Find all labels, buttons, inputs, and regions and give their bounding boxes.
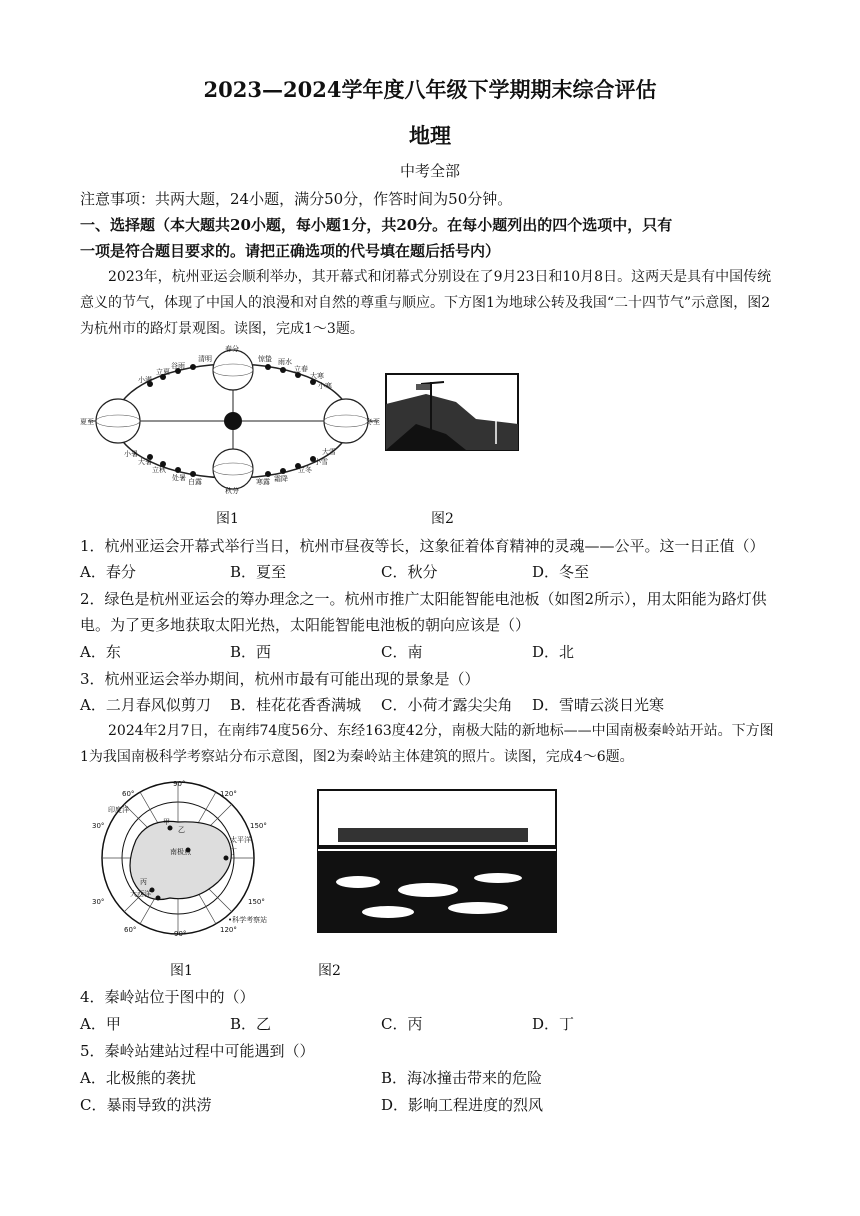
q1-option-d[interactable]: D．冬至 [532, 563, 590, 581]
q2-stem-line2: 电。为了更多地获取太阳光热，太阳能智能电池板的朝向应该是（） [80, 616, 531, 634]
label-xiazhi: 夏至 [80, 418, 94, 426]
svg-text:60°: 60° [124, 926, 137, 934]
exam-scope: 中考全部 [399, 162, 460, 180]
q3-stem: 3．杭州亚运会举办期间，杭州市最有可能出现的景象是（） [80, 670, 480, 688]
q3-option-d[interactable]: D．雪晴云淡日光寒 [532, 696, 665, 714]
q4-option-b[interactable]: B．乙 [230, 1015, 272, 1033]
station-bing: 丙 [140, 878, 147, 886]
station-jia: 甲 [163, 818, 170, 826]
svg-text:清明: 清明 [198, 355, 212, 363]
map-fig1-caption: 图1 [170, 963, 193, 979]
q1-option-a[interactable]: A．春分 [80, 563, 136, 581]
photo-fig2-caption: 图2 [318, 963, 341, 979]
svg-text:雨水: 雨水 [278, 358, 292, 366]
station-yi: 乙 [178, 826, 185, 834]
svg-text:30°: 30° [92, 898, 105, 906]
passage-1: 2023年，杭州亚运会顺利举办，其开幕式和闭幕式分别设在了9月23日和10月8日。这两天是具有中国传统意义的节气，体现了中国人的浪漫和对自然的尊重与顺应。下方图1为地球公转及我国“二十四节气”示意图，图2为杭州市的路灯景观图。读图，完成1～3题。 [80, 269, 772, 337]
svg-text:立冬: 立冬 [298, 466, 312, 474]
svg-text:大寒: 大寒 [310, 372, 324, 380]
svg-text:立春: 立春 [294, 365, 308, 373]
q5-stem: 5．秦岭站建站过程中可能遇到（） [80, 1042, 315, 1060]
svg-text:小暑: 小暑 [124, 450, 138, 458]
svg-text:小满: 小满 [138, 376, 152, 384]
subject-title: 地理 [409, 123, 451, 148]
fig1-caption: 图1 [216, 511, 239, 527]
svg-text:大暑: 大暑 [138, 458, 152, 466]
q2-option-d[interactable]: D．北 [532, 643, 575, 661]
svg-text:大西洋: 大西洋 [130, 890, 151, 898]
q3-option-a[interactable]: A．二月春风似剪刀 [80, 696, 211, 714]
q5-option-d[interactable]: D．影响工程进度的烈风 [381, 1096, 544, 1114]
q3-option-c[interactable]: C．小荷才露尖尖角 [381, 696, 513, 714]
q3-option-b[interactable]: B．桂花花香香满城 [230, 696, 362, 714]
q2-option-c[interactable]: C．南 [381, 643, 423, 661]
svg-text:小雪: 小雪 [314, 458, 328, 466]
q2-option-b[interactable]: B．西 [230, 643, 272, 661]
label-qiufen: 秋分 [225, 487, 239, 495]
streetlight-photo [386, 374, 518, 450]
q2-option-a[interactable]: A．东 [80, 643, 121, 661]
q1-stem: 1．杭州亚运会开幕式举行当日，杭州市昼夜等长，这象征着体育精神的灵魂——公平。这一日正值（） [80, 537, 765, 555]
page-title: 2023—2024学年度八年级下学期期末综合评估 [203, 77, 657, 102]
svg-text:90°: 90° [173, 780, 186, 788]
q4-option-a[interactable]: A．甲 [80, 1015, 121, 1033]
svg-text:大雪: 大雪 [322, 448, 336, 456]
svg-text:60°: 60° [122, 790, 135, 798]
antarctica-station-map [78, 778, 274, 938]
q5-option-a[interactable]: A．北极熊的袭扰 [80, 1069, 196, 1087]
qinling-station-photo [318, 790, 556, 932]
svg-text:惊蛰: 惊蛰 [258, 355, 272, 363]
svg-text:90°: 90° [174, 930, 187, 938]
q4-option-d[interactable]: D．丁 [532, 1015, 575, 1033]
q1-option-b[interactable]: B．夏至 [230, 563, 287, 581]
section-heading-line1: 一、选择题（本大题共20小题，每小题1分，共20分。在每小题列出的四个选项中，只有 [80, 216, 673, 234]
station-ding: 丁 [230, 848, 237, 856]
svg-text:霜降: 霜降 [274, 475, 288, 483]
notice: 注意事项：共两大题，24小题，满分50分，作答时间为50分钟。 [80, 190, 513, 208]
map-legend: •科学考察站 [228, 916, 268, 924]
q2-stem-line1: 2．绿色是杭州亚运会的筹办理念之一。杭州市推广太阳能智能电池板（如图2所示），用太阳能为路灯供 [80, 590, 767, 608]
svg-text:120°: 120° [220, 790, 237, 798]
svg-text:南极点: 南极点 [170, 848, 191, 856]
q1-option-c[interactable]: C．秋分 [381, 563, 438, 581]
svg-text:白露: 白露 [188, 478, 202, 486]
q5-option-c[interactable]: C．暴雨导致的洪涝 [80, 1096, 212, 1114]
svg-text:太平洋: 太平洋 [230, 836, 251, 844]
q5-option-b[interactable]: B．海冰撞击带来的危险 [381, 1069, 543, 1087]
svg-text:小寒: 小寒 [318, 382, 332, 390]
svg-text:120°: 120° [220, 926, 237, 934]
svg-text:印度洋: 印度洋 [108, 806, 129, 814]
label-dongzhi: 冬至 [366, 418, 380, 426]
orbit-diagram [78, 344, 378, 494]
svg-text:150°: 150° [248, 898, 265, 906]
svg-text:30°: 30° [92, 822, 105, 830]
fig2-caption: 图2 [431, 511, 454, 527]
svg-text:谷雨: 谷雨 [171, 362, 185, 370]
svg-text:处暑: 处暑 [172, 474, 186, 482]
q4-stem: 4．秦岭站位于图中的（） [80, 988, 255, 1006]
section-heading-line2: 一项是符合题目要求的。请把正确选项的代号填在题后括号内） [80, 242, 501, 260]
label-chunfen: 春分 [225, 345, 239, 353]
passage-2: 2024年2月7日，在南纬74度56分、东经163度42分，南极大陆的新地标——中国南极秦岭站开站。下方图1为我国南极科学考察站分布示意图，图2为秦岭站主体建筑的照片。读图，完成4～6题。 [80, 723, 774, 765]
svg-text:立夏: 立夏 [156, 368, 170, 376]
svg-text:寒露: 寒露 [256, 478, 270, 486]
q4-option-c[interactable]: C．丙 [381, 1015, 423, 1033]
svg-text:150°: 150° [250, 822, 267, 830]
svg-text:立秋: 立秋 [152, 466, 166, 474]
